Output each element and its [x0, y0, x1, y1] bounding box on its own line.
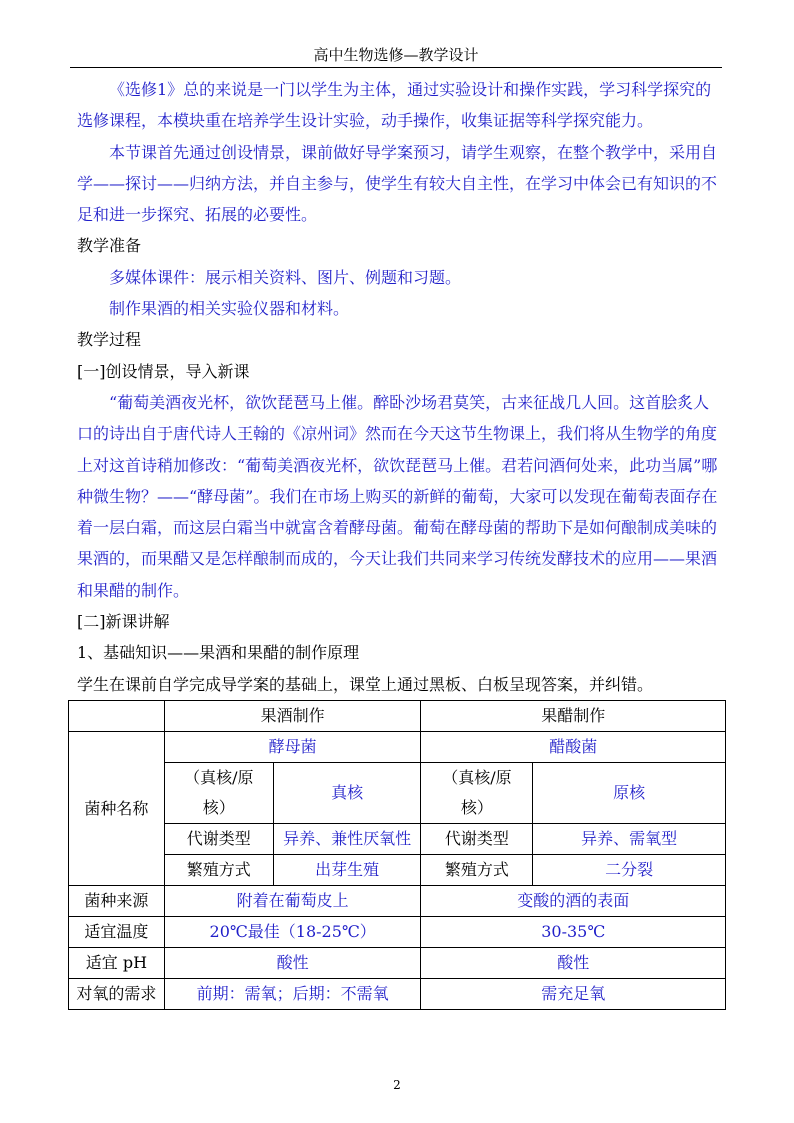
table-row: [69, 886, 726, 917]
cell-vinegar-source: 变酸的酒的表面: [421, 886, 726, 917]
nucleus-label-line-2: 核）: [202, 798, 235, 817]
nucleus-label-line-1: （真核/原: [184, 768, 254, 787]
cell-vinegar-repro-label: 繁殖方式: [421, 855, 533, 886]
cell-vinegar-nucleus: 原核: [533, 763, 726, 824]
cell-wine-ph: 酸性: [164, 948, 421, 979]
row-label-ph: 适宜 pH: [69, 948, 165, 979]
table-row: [69, 732, 726, 763]
cell-wine-nucleus-label: [164, 763, 273, 824]
table-row: [69, 701, 726, 732]
page-header: 高中生物选修—教学设计: [70, 44, 722, 68]
document-body: [77, 74, 722, 700]
row-label-strain-name: 菌种名称: [69, 732, 165, 886]
paragraph-table-intro: 学生在课前自学完成导学案的基础上，课堂上通过黑板、白板呈现答案，并纠错。: [77, 674, 654, 694]
cell-vinegar-nucleus-label: [421, 763, 533, 824]
paragraph-intro-module: 《选修1》总的来说是一门以学生为主体，通过实验设计和操作实践，学习科学探究的选修课程，本模块重在培养学生设计实验，动手操作，收集证据等科学探究能力。: [77, 80, 712, 131]
table-row: [69, 824, 726, 855]
cell-wine-source: 附着在葡萄皮上: [164, 886, 421, 917]
cell-vinegar-temperature: 30-35℃: [421, 917, 726, 948]
cell-wine-repro-label: 繁殖方式: [164, 855, 273, 886]
cell-vinegar-metab: 异养、需氧型: [533, 824, 726, 855]
cell-vinegar-organism: 醋酸菌: [421, 732, 726, 763]
section-heading-2: [二]新课讲解: [77, 612, 170, 632]
table-row: [69, 855, 726, 886]
column-header-wine: 果酒制作: [164, 701, 421, 732]
cell-wine-organism: 酵母菌: [164, 732, 421, 763]
cell-vinegar-metab-label: 代谢类型: [421, 824, 533, 855]
cell-vinegar-repro: 二分裂: [533, 855, 726, 886]
nucleus-label-line-2: 核）: [460, 798, 493, 817]
table-row: [69, 917, 726, 948]
cell-vinegar-oxygen: 需充足氧: [421, 979, 726, 1010]
section-heading-1: [一]创设情景，导入新课: [77, 361, 250, 381]
nucleus-label-line-1: （真核/原: [442, 768, 512, 787]
comparison-table: [68, 700, 726, 1010]
subsection-heading-1: 1、基础知识——果酒和果醋的制作原理: [77, 643, 360, 663]
row-label-temperature: 适宜温度: [69, 917, 165, 948]
paragraph-poem-intro: “葡萄美酒夜光杯，欲饮琵琶马上催。醉卧沙场君莫笑，古来征战几人回。这首脍炙人口的诗出自于唐代诗人王翰的《凉州词》然而在今天这节生物课上，我们将从生物学的角度上对这首诗稍加修改：“葡萄美酒夜光杯，欲饮琵琶马上催。君若问酒何处来，此功当属”哪种微生物？——“酵母菌”。我们在市场上购买的新鲜的葡萄，大家可以发现在葡萄表面存在着一层白霜，而这层白霜当中就富含着酵母菌。葡萄在酵母菌的帮助下是如何酿制成美味的果酒的，而果醋又是怎样酿制而成的，今天让我们共同来学习传统发酵技术的应用——果酒和果醋的制作。: [77, 392, 718, 600]
paragraph-intro-lesson: 本节课首先通过创设情景，课前做好导学案预习，请学生观察，在整个教学中，采用自学——探讨——归纳方法，并自主参与，使学生有较大自主性，在学习中体会已有知识的不足和进一步探究、拓展的必要性。: [77, 142, 718, 225]
page-number: 2: [393, 1078, 401, 1092]
cell-wine-repro: 出芽生殖: [273, 855, 421, 886]
column-header-vinegar: 果醋制作: [421, 701, 726, 732]
heading-teaching-preparation: 教学准备: [77, 236, 142, 256]
row-label-oxygen: 对氧的需求: [69, 979, 165, 1010]
row-label-source: 菌种来源: [69, 886, 165, 917]
cell-wine-metab-label: 代谢类型: [164, 824, 273, 855]
cell-wine-temperature: 20℃最佳（18-25℃）: [164, 917, 421, 948]
paragraph-prep-materials: 制作果酒的相关实验仪器和材料。: [109, 299, 350, 319]
cell-wine-metab: 异养、兼性厌氧性: [273, 824, 421, 855]
table-row: [69, 948, 726, 979]
heading-teaching-process: 教学过程: [77, 330, 142, 350]
cell-wine-nucleus: 真核: [273, 763, 421, 824]
paragraph-prep-multimedia: 多媒体课件：展示相关资料、图片、例题和习题。: [109, 267, 462, 287]
table-row: [69, 979, 726, 1010]
table-row: [69, 763, 726, 824]
cell-wine-oxygen: 前期：需氧；后期：不需氧: [164, 979, 421, 1010]
table-corner-cell: [69, 701, 165, 732]
cell-vinegar-ph: 酸性: [421, 948, 726, 979]
